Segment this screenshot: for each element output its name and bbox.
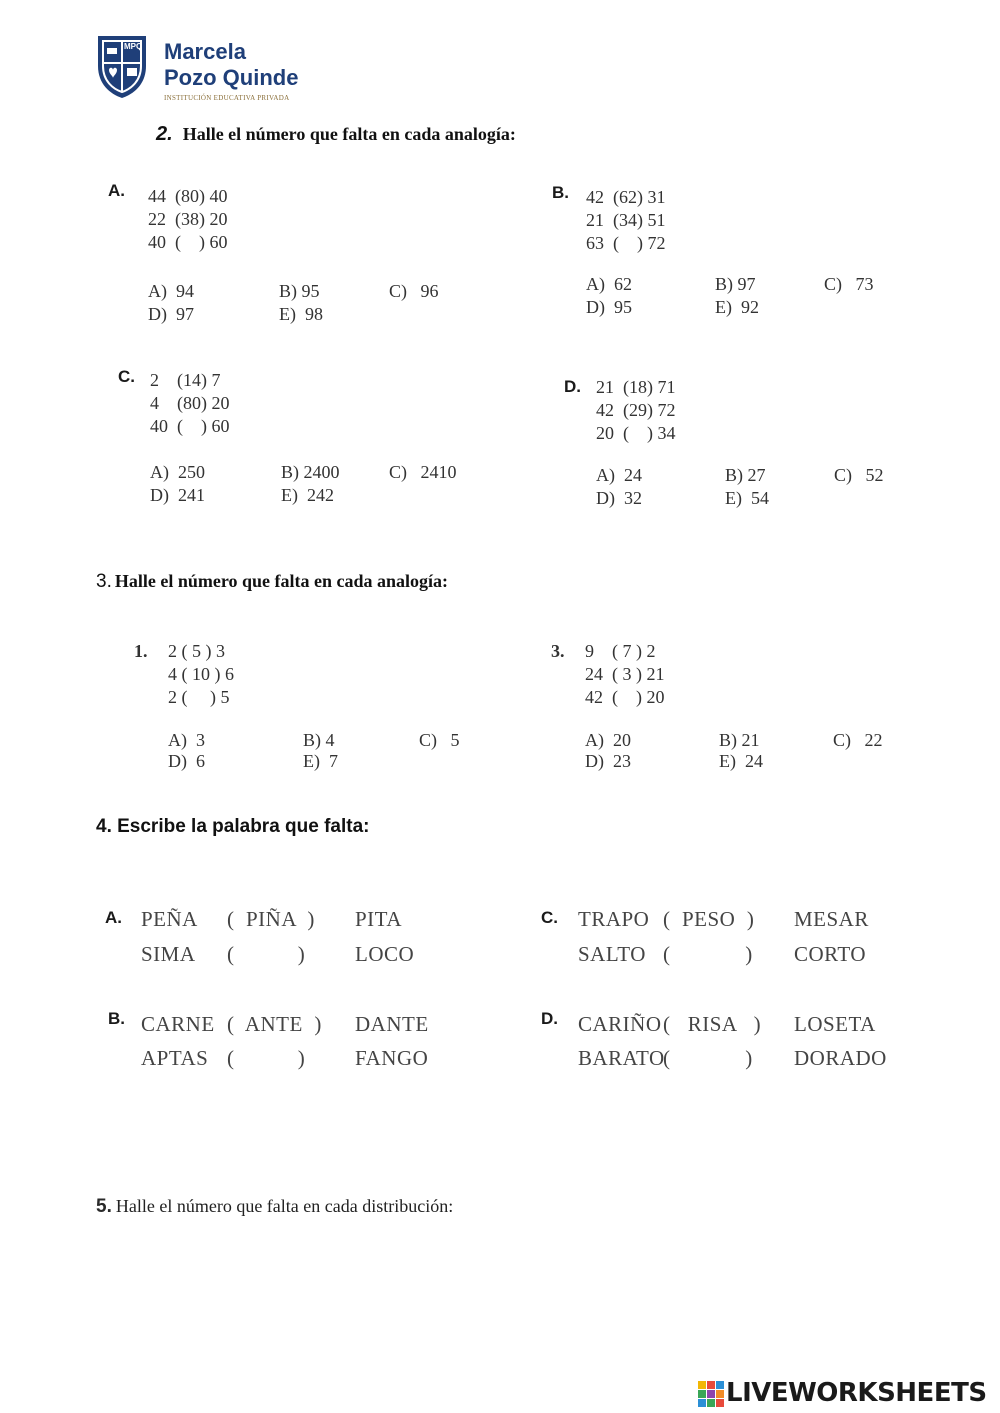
problem-row: 22 (38) 20 [148, 209, 228, 229]
option-a[interactable]: A) 250 [150, 462, 205, 482]
problem-2a-letter: A. [108, 181, 125, 200]
option-b[interactable]: B) 21 [719, 730, 760, 750]
option-c[interactable]: C) 73 [824, 274, 874, 294]
word-left: SALTO [578, 942, 646, 966]
section5-number: 5. [96, 1196, 112, 1217]
problem-row: 40 ( ) 60 [148, 232, 228, 252]
word-right: MESAR [794, 907, 869, 931]
word-right: LOCO [355, 942, 415, 966]
option-b[interactable]: B) 2400 [281, 462, 340, 482]
problem-3-3-label: 3. [551, 641, 565, 661]
option-a[interactable]: A) 94 [148, 281, 194, 301]
option-d[interactable]: D) 32 [596, 488, 642, 508]
option-e[interactable]: E) 54 [725, 488, 769, 508]
problem-row: 2 ( 5 ) 3 [168, 641, 225, 661]
problem-row: 44 (80) 40 [148, 186, 228, 206]
option-c[interactable]: C) 22 [833, 730, 883, 750]
word-right: FANGO [355, 1046, 429, 1070]
option-d[interactable]: D) 6 [168, 751, 205, 771]
school-subtitle: INSTITUCIÓN EDUCATIVA PRIVADA [164, 94, 290, 102]
problem-3-3-rows [585, 640, 665, 709]
answer-blank[interactable]: ( ) [227, 942, 306, 966]
problem-row: 4 (80) 20 [150, 393, 230, 413]
group-4c-letter: C. [541, 908, 558, 927]
option-b[interactable]: B) 27 [725, 465, 766, 485]
group-4b-letter: B. [108, 1009, 125, 1028]
answer-blank[interactable]: ( ) [663, 1046, 753, 1070]
problem-3-1-label: 1. [134, 641, 148, 661]
group-4d-letter: D. [541, 1009, 558, 1028]
problem-row: 21 (34) 51 [586, 210, 666, 230]
option-e[interactable]: E) 7 [303, 751, 338, 771]
option-d[interactable]: D) 95 [586, 297, 632, 317]
section2-number: 2. [156, 123, 173, 145]
section3-title: Halle el número que falta en cada analogía: [114, 571, 449, 591]
option-c[interactable]: C) 96 [389, 281, 439, 301]
answer-blank[interactable]: ( ) [227, 1046, 306, 1070]
problem-row: 24 ( 3 ) 21 [585, 664, 665, 684]
word-left: APTAS [141, 1046, 209, 1070]
word-right: DANTE [355, 1012, 429, 1036]
problem-row: 42 (29) 72 [596, 400, 676, 420]
problem-2d-rows [596, 376, 676, 445]
problem-row: 63 ( ) 72 [586, 233, 666, 253]
word-right: PITA [355, 907, 402, 931]
option-e[interactable]: E) 92 [715, 297, 759, 317]
option-d[interactable]: D) 241 [150, 485, 205, 505]
problem-row: 40 ( ) 60 [150, 416, 230, 436]
option-a[interactable]: A) 62 [586, 274, 632, 294]
option-b[interactable]: B) 95 [279, 281, 320, 301]
option-d[interactable]: D) 23 [585, 751, 631, 771]
option-c[interactable]: C) 52 [834, 465, 884, 485]
problem-2c-rows [150, 369, 230, 438]
word-left: PEÑA [141, 907, 198, 931]
school-name-line1: Marcela [164, 39, 246, 64]
problem-3-1-rows [168, 640, 234, 709]
word-left: TRAPO [578, 907, 650, 931]
word-left: CARIÑO [578, 1012, 662, 1036]
section3-number: 3. [96, 571, 112, 592]
problem-row: 2 (14) 7 [150, 370, 221, 390]
answer-blank[interactable]: ( ) [663, 942, 753, 966]
word-middle: ( ANTE ) [227, 1012, 322, 1036]
problem-2d-letter: D. [564, 377, 581, 396]
brand-name: LIVEWORKSHEETS [726, 1378, 987, 1408]
word-left: BARATO [578, 1046, 665, 1070]
word-middle: ( PIÑA ) [227, 907, 315, 931]
option-e[interactable]: E) 24 [719, 751, 763, 771]
group-4a-letter: A. [105, 908, 122, 927]
section5-title: Halle el número que falta en cada distribución: [115, 1196, 454, 1216]
word-right: CORTO [794, 942, 867, 966]
problem-row: 2 ( ) 5 [168, 687, 230, 707]
option-d[interactable]: D) 97 [148, 304, 194, 324]
section4-title: 4. Escribe la palabra que falta: [96, 816, 370, 837]
school-name-line2: Pozo Quinde [164, 65, 299, 90]
option-a[interactable]: A) 3 [168, 730, 205, 750]
word-left: SIMA [141, 942, 196, 966]
option-e[interactable]: E) 98 [279, 304, 323, 324]
option-e[interactable]: E) 242 [281, 485, 334, 505]
word-right: DORADO [794, 1046, 887, 1070]
problem-row: 42 (62) 31 [586, 187, 666, 207]
word-right: LOSETA [794, 1012, 876, 1036]
problem-2b-letter: B. [552, 183, 569, 202]
option-a[interactable]: A) 20 [585, 730, 631, 750]
section5-heading [96, 1196, 453, 1218]
section2-heading [156, 123, 516, 146]
problem-2a-rows [148, 185, 228, 254]
word-middle: ( PESO ) [663, 907, 755, 931]
problem-row: 4 ( 10 ) 6 [168, 664, 234, 684]
problem-row: 42 ( ) 20 [585, 687, 665, 707]
lws-grid-icon [698, 1381, 724, 1407]
problem-row: 20 ( ) 34 [596, 423, 676, 443]
option-c[interactable]: C) 2410 [389, 462, 457, 482]
school-logo [94, 32, 314, 104]
section3-heading [96, 571, 448, 593]
option-b[interactable]: B) 97 [715, 274, 756, 294]
section2-title: Halle el número que falta en cada analogía: [182, 124, 516, 144]
problem-2c-letter: C. [118, 367, 135, 386]
option-b[interactable]: B) 4 [303, 730, 335, 750]
logo-initials: MPQ [124, 42, 143, 51]
problem-2b-rows [586, 186, 666, 255]
problem-row: 9 ( 7 ) 2 [585, 641, 656, 661]
option-c[interactable]: C) 5 [419, 730, 460, 750]
problem-row: 21 (18) 71 [596, 377, 676, 397]
word-middle: ( RISA ) [663, 1012, 762, 1036]
word-left: CARNE [141, 1012, 215, 1036]
option-a[interactable]: A) 24 [596, 465, 642, 485]
